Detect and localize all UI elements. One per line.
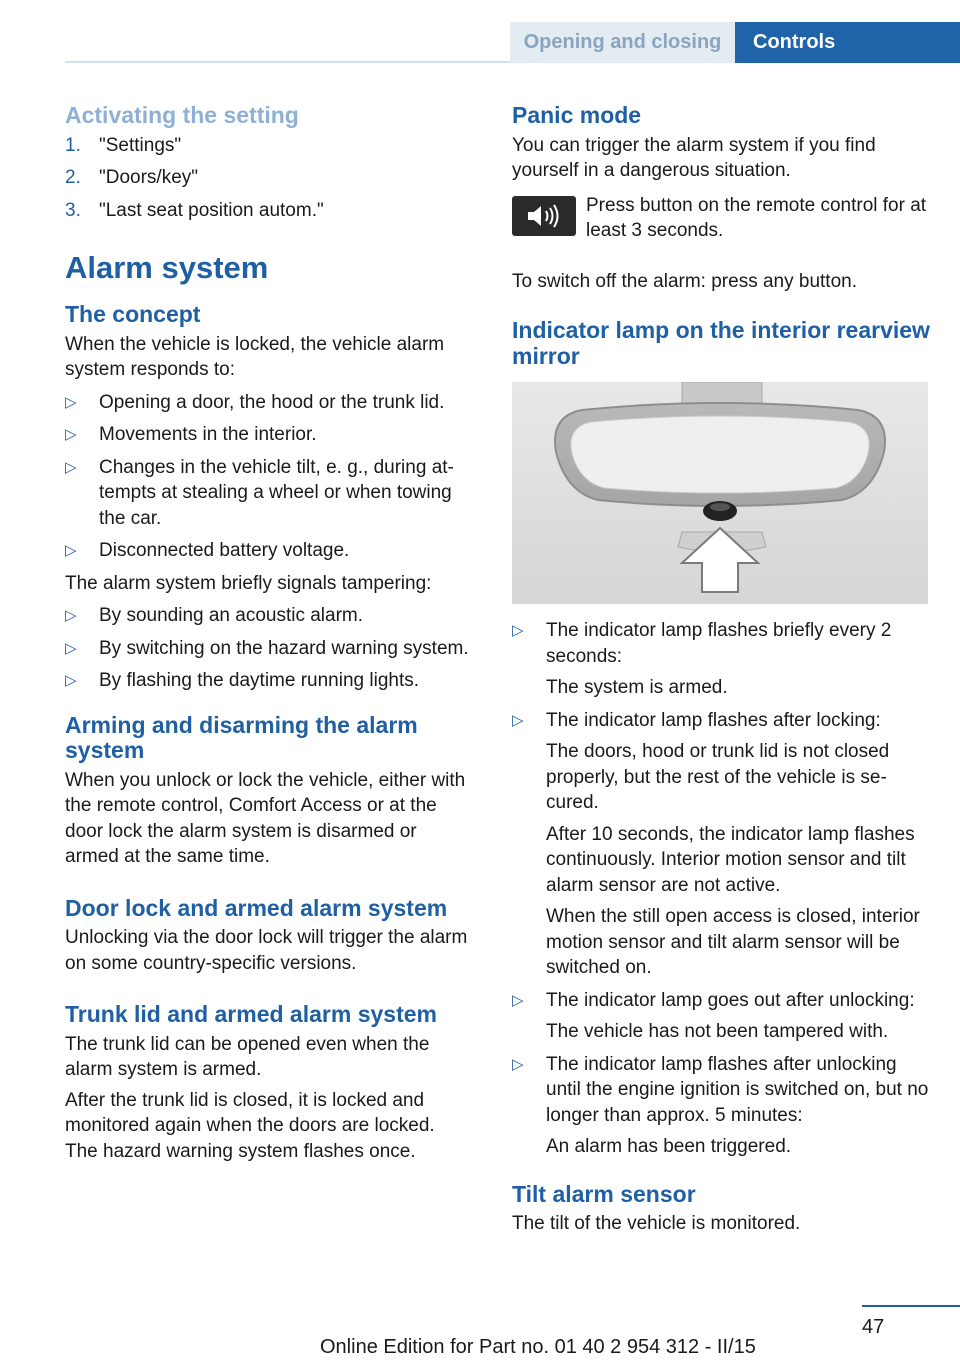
step-text: "Last seat position autom." <box>99 199 324 221</box>
list-item <box>65 198 470 224</box>
concept-text: When the vehicle is locked, the vehicle alarm system responds to: <box>65 333 445 380</box>
steps-list <box>65 133 470 224</box>
list-item <box>65 165 470 191</box>
bullet-text: Movements in the interior. <box>99 424 317 445</box>
triangle-right-icon: ▷ <box>512 1055 524 1073</box>
concept-title: The concept <box>65 301 201 327</box>
indicator-title: Indicator lamp on the interior rearview mirror <box>512 317 930 369</box>
page-number: 47 <box>862 1316 885 1338</box>
indicator-list <box>512 618 930 1160</box>
responds-list <box>65 390 470 564</box>
arming-text: When you unlock or lock the vehicle, either with the remote control, Comfort Access or at the door lock the alarm system is disarmed or armed at the same time. <box>65 769 466 867</box>
step-text: "Settings" <box>99 134 182 156</box>
step-number: 3. <box>65 199 81 221</box>
triangle-right-icon: ▷ <box>65 639 77 657</box>
trunk-text-2: After the trunk lid is closed, it is locked and monitored again when the doors are locked. The hazard warning system flashes once. <box>65 1089 435 1162</box>
bullet-text: By switching on the hazard warning system. <box>99 637 469 659</box>
bullet-text: Disconnected battery voltage. <box>99 540 350 561</box>
triangle-right-icon: ▷ <box>65 458 77 476</box>
panic-instruction <box>512 196 930 244</box>
triangle-right-icon: ▷ <box>512 711 524 729</box>
list-item <box>65 538 470 564</box>
rearview-mirror-illustration <box>512 382 928 604</box>
signals-list <box>65 603 470 694</box>
triangle-right-icon: ▷ <box>65 393 77 411</box>
bullet-text: Opening a door, the hood or the trunk lid. <box>99 391 445 413</box>
list-item <box>65 636 470 662</box>
header-tab-chapter: Controls <box>735 22 960 63</box>
right-column <box>512 100 930 1237</box>
edition-text: Online Edition for Part no. 01 40 2 954 312 - II/15 <box>320 1336 756 1358</box>
bullet-sub-text: The vehicle has not been tampered with. <box>546 1021 889 1042</box>
list-item <box>512 1052 930 1160</box>
bullet-text: By flashing the daytime running lights. <box>99 670 420 691</box>
list-item <box>512 618 930 701</box>
triangle-right-icon: ▷ <box>65 607 77 624</box>
list-item <box>65 668 470 694</box>
trunk-text-1: The trunk lid can be opened even when the alarm system is armed. <box>65 1033 430 1080</box>
alarm-system-title: Alarm system <box>65 250 269 285</box>
list-item <box>512 988 930 1045</box>
triangle-right-icon: ▷ <box>65 426 77 443</box>
bullet-lead: The indicator lamp flashes after unlocking until the engine ignition is switched on, but no longer than approx. 5 minutes: <box>546 1053 929 1126</box>
switch-off-text: To switch off the alarm: press any button. <box>512 270 857 292</box>
bullet-sub-text: When the still open access is closed, interior motion sensor and tilt alarm sensor will be switched on. <box>546 906 920 978</box>
bullet-lead: The indicator lamp goes out after unlocking: <box>546 989 915 1011</box>
triangle-right-icon: ▷ <box>512 991 524 1009</box>
triangle-right-icon: ▷ <box>512 622 524 639</box>
panic-title: Panic mode <box>512 102 642 128</box>
bullet-text: By sounding an acoustic alarm. <box>99 605 364 626</box>
triangle-right-icon: ▷ <box>65 542 77 559</box>
footer-rule <box>862 1305 960 1307</box>
speaker-sound-icon <box>512 196 576 236</box>
trunk-title: Trunk lid and armed alarm system <box>65 1001 437 1027</box>
list-item <box>512 708 930 981</box>
panic-button-text: Press button on the remote control for at least 3 seconds. <box>586 194 927 241</box>
step-text: "Doors/key" <box>99 167 199 188</box>
arming-title: Arming and disarming the alarm system <box>65 711 418 763</box>
bullet-sub-text: The doors, hood or trunk lid is not closed properly, but the rest of the vehicle is secured. <box>546 741 890 813</box>
panic-text: You can trigger the alarm system if you find yourself in a dangerous situation. <box>512 134 876 181</box>
step-number: 1. <box>65 134 81 156</box>
bullet-text: Changes in the vehicle tilt, e. g., during attempts at stealing a wheel or when towing the car. <box>99 456 454 529</box>
bullet-sub-text: After 10 seconds, the indicator lamp flashes continuously. Interior motion sensor and tilt alarm sensor are not active. <box>546 823 915 896</box>
header-tab-section: Opening and closing <box>510 22 735 63</box>
left-column <box>65 100 470 1164</box>
bullet-lead: The indicator lamp flashes briefly every 2 seconds: <box>546 620 892 667</box>
triangle-right-icon: ▷ <box>65 672 77 689</box>
bullet-lead: The indicator lamp flashes after locking: <box>546 709 881 731</box>
list-item <box>65 133 470 159</box>
bullet-sub-text: The system is armed. <box>546 677 728 698</box>
tilt-title: Tilt alarm sensor <box>512 1180 696 1207</box>
list-item <box>65 455 470 532</box>
list-item <box>65 390 470 416</box>
bullet-sub-text: An alarm has been triggered. <box>546 1136 792 1157</box>
signals-text: The alarm system briefly signals tampering: <box>65 572 432 594</box>
list-item <box>65 422 470 448</box>
doorlock-text: Unlocking via the door lock will trigger the alarm on some country-specific versions. <box>65 927 468 974</box>
step-number: 2. <box>65 167 81 188</box>
tilt-text: The tilt of the vehicle is monitored. <box>512 1213 801 1234</box>
doorlock-title: Door lock and armed alarm system <box>65 894 448 921</box>
list-item <box>65 603 470 629</box>
activating-title: Activating the setting <box>65 102 299 128</box>
